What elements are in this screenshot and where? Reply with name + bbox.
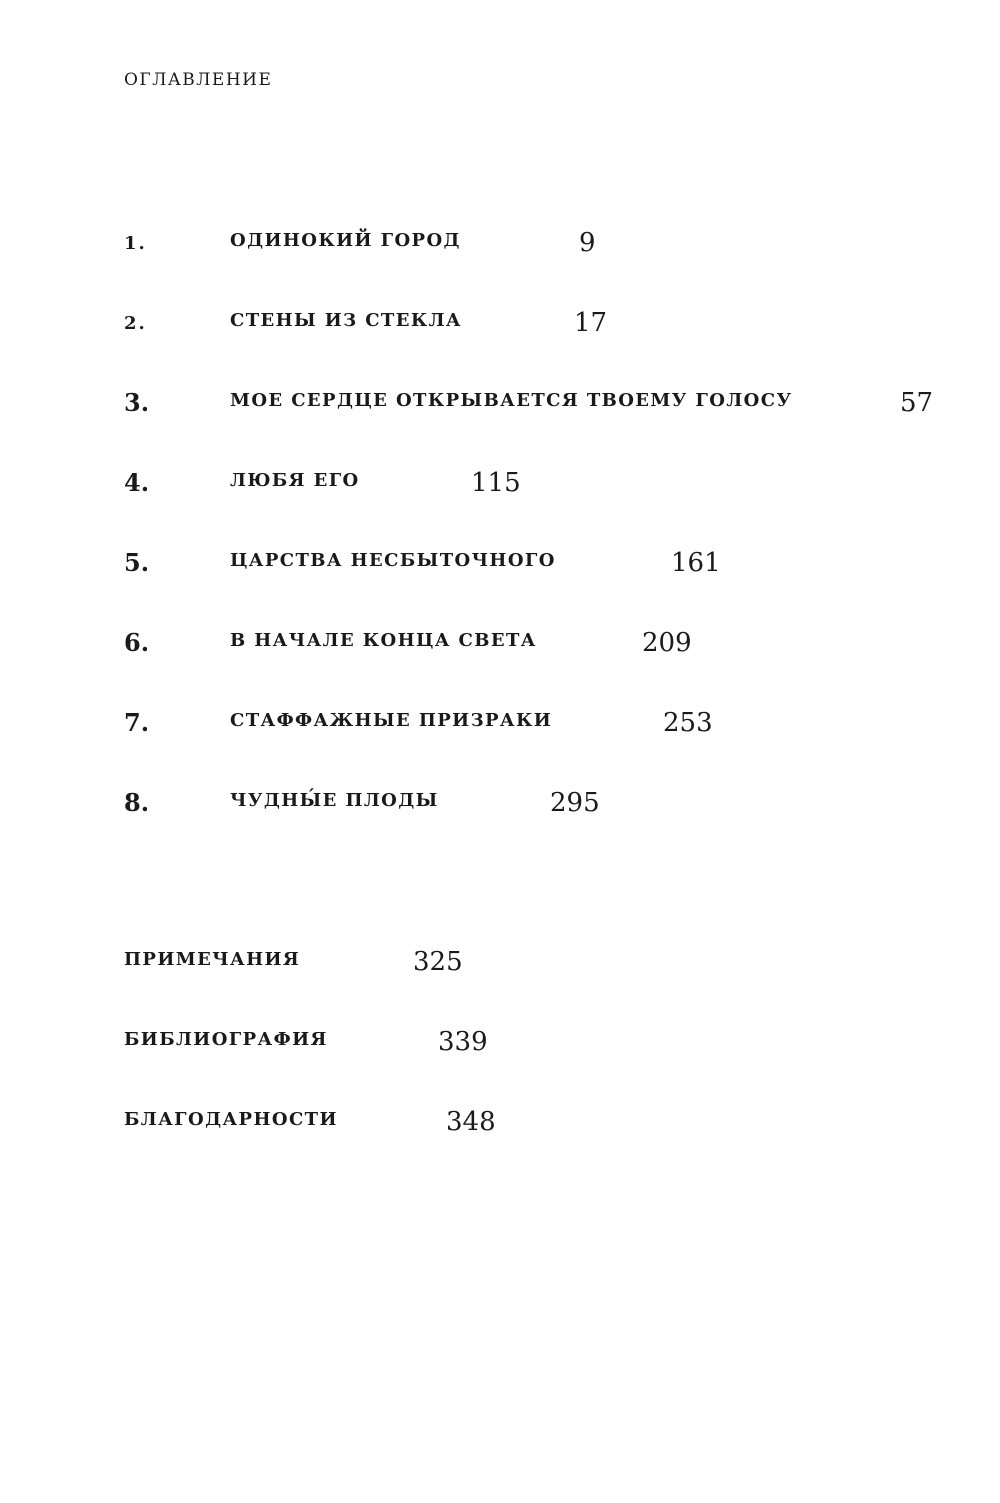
back-matter-title: ПРИМЕЧАНИЯ bbox=[124, 949, 301, 970]
back-matter-page-number: 348 bbox=[446, 1107, 496, 1137]
chapter-number: 5. bbox=[124, 548, 150, 577]
chapter-page-number: 253 bbox=[663, 708, 713, 738]
chapter-page-number: 161 bbox=[671, 548, 721, 578]
back-matter-page-number: 339 bbox=[438, 1027, 488, 1057]
chapter-page-number: 115 bbox=[471, 468, 521, 498]
chapter-title: ОДИНОКИЙ ГОРОД bbox=[230, 230, 461, 251]
back-matter-page-number: 325 bbox=[413, 947, 463, 977]
back-matter-title: БИБЛИОГРАФИЯ bbox=[124, 1029, 328, 1050]
chapter-page-number: 17 bbox=[574, 308, 608, 338]
chapter-number: 3. bbox=[124, 388, 150, 417]
chapter-number: 2. bbox=[124, 313, 147, 334]
chapter-number: 8. bbox=[124, 788, 150, 817]
chapter-page-number: 209 bbox=[642, 628, 692, 658]
chapter-page-number: 295 bbox=[550, 788, 600, 818]
chapter-title: МОЕ СЕРДЦЕ ОТКРЫВАЕТСЯ ТВОЕМУ ГОЛОСУ bbox=[230, 390, 793, 411]
chapter-title: В НАЧАЛЕ КОНЦА СВЕТА bbox=[230, 630, 537, 651]
chapter-title: ЧУДНЫ́Е ПЛОДЫ bbox=[230, 790, 439, 811]
chapter-page-number: 57 bbox=[900, 388, 934, 418]
chapter-number: 4. bbox=[124, 468, 150, 497]
chapter-title: ЦАРСТВА НЕСБЫТОЧНОГО bbox=[230, 550, 556, 571]
chapter-number: 6. bbox=[124, 628, 150, 657]
chapter-title: ЛЮБЯ ЕГО bbox=[230, 470, 360, 491]
chapter-number: 7. bbox=[124, 708, 150, 737]
chapter-page-number: 9 bbox=[579, 228, 596, 258]
back-matter-title: БЛАГОДАРНОСТИ bbox=[124, 1109, 338, 1130]
chapter-title: СТЕНЫ ИЗ СТЕКЛА bbox=[230, 310, 462, 331]
chapter-title: СТАФФАЖНЫЕ ПРИЗРАКИ bbox=[230, 710, 553, 731]
chapter-number: 1. bbox=[124, 233, 147, 254]
toc-heading: ОГЛАВЛЕНИЕ bbox=[124, 70, 273, 90]
